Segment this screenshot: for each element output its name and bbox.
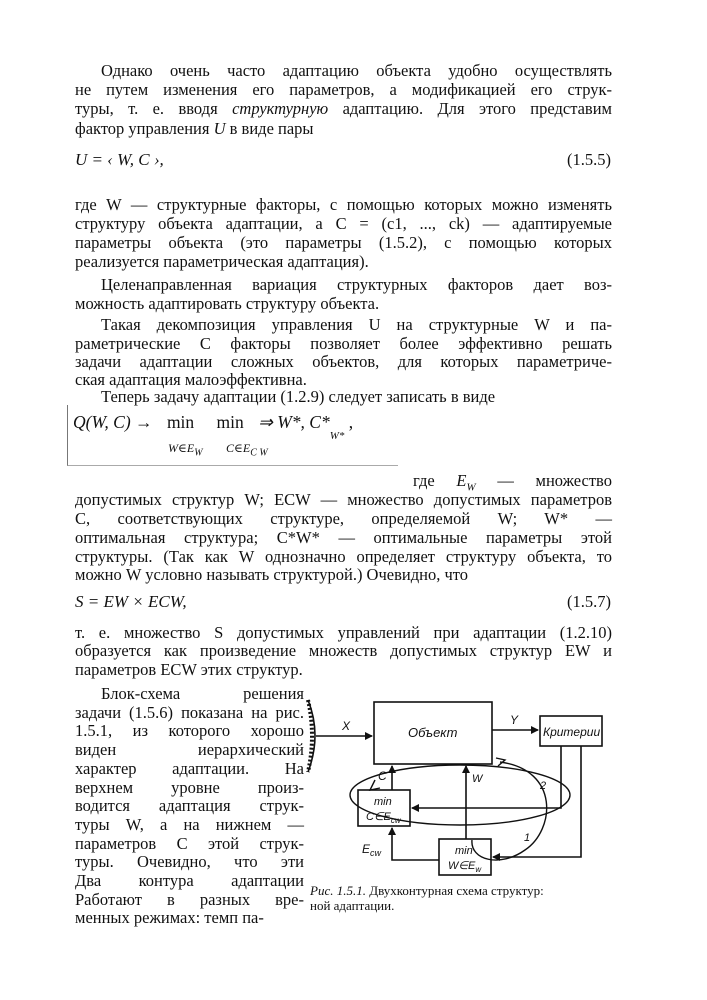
para6-line3: C, соответствующих структуре, определяемой W; W* — xyxy=(75,509,612,528)
equation-1-5-5: U = ‹ W, C ›, xyxy=(75,150,164,169)
para6-line1-a: где xyxy=(413,471,435,490)
formula-tail: , xyxy=(348,412,354,432)
criterion-label: Критерии xyxy=(543,725,601,739)
ecw-label-sub: cw xyxy=(370,848,382,858)
formula-sub2-index: C W xyxy=(250,447,268,459)
min-w-bottom xyxy=(448,860,482,874)
para6-line1-dash: — xyxy=(497,471,514,490)
formula-sub1 xyxy=(168,441,203,458)
formula-rhs: ⇒ W*, C* xyxy=(258,412,330,432)
adaptation-block-diagram xyxy=(300,690,610,880)
para6-line2: допустимых структур W; ECW — множество допустимых параметров xyxy=(75,490,612,509)
object-label: Объект xyxy=(408,725,458,740)
para7-line1: т. е. множество S допустимых управлений при адаптации (1.2.10) xyxy=(75,623,612,642)
para3-line2: можность адаптировать структуру объекта. xyxy=(75,294,380,313)
x-label: X xyxy=(342,719,351,733)
para6-line1-ew-sub: W xyxy=(466,481,476,494)
para2-line4: реализуется параметрическая адаптация). xyxy=(75,252,369,271)
narrow-line: параметров C этой струк- xyxy=(75,833,304,853)
ecw-label-main: E xyxy=(362,842,371,856)
para1-line4-b: в виде пары xyxy=(225,119,314,138)
y-label: Y xyxy=(510,713,519,727)
equation-number-1-5-7: (1.5.7) xyxy=(567,592,611,611)
narrow-line: характер адаптации. На xyxy=(75,758,304,778)
para2-line3: параметры объекта (это параметры (1.5.2), с помощью которых xyxy=(75,233,612,252)
para6-line6: можно W условно называть структурой.) Очевидно, что xyxy=(75,565,468,584)
caption-text2: ной адаптации. xyxy=(310,898,395,913)
para3-line1: Целенаправленная вариация структурных факторов дает воз- xyxy=(101,275,612,294)
caption-label: Рис. 1.5.1. xyxy=(310,883,366,898)
para1-line4-em: U xyxy=(213,119,226,138)
para4-line1: Такая декомпозиция управления U на структурные W и па- xyxy=(101,315,612,334)
para4-line2: раметрические C факторы позволяет более эффективно решать xyxy=(75,334,612,353)
formula-min2: min xyxy=(216,412,244,432)
narrow-line: Работают в разных вре- xyxy=(75,889,304,909)
narrow-line: 1.5.1, из которого хорошо xyxy=(75,721,304,741)
c-label: C xyxy=(378,769,387,783)
formula-min1: min xyxy=(166,412,195,432)
para1-line3 xyxy=(75,100,612,118)
para4-line4: ская адаптация малоэффективна. xyxy=(75,370,307,389)
min-w-bottom-main: W∈E xyxy=(448,860,476,872)
narrow-line: задачи (1.5.6) показана на рис. xyxy=(75,702,304,722)
para1-line1: Однако очень часто адаптацию объекта удобно осуществлять xyxy=(101,61,612,80)
min-c-bottom-sub: cw xyxy=(390,816,401,825)
narrow-line: туры W, а на нижнем — xyxy=(75,814,304,834)
w-label: W xyxy=(472,773,483,785)
para1-line4 xyxy=(75,120,612,138)
formula-sub1-index: W xyxy=(194,447,203,459)
para5-line1: Теперь задачу адаптации (1.2.9) следует записать в виде xyxy=(101,387,496,406)
narrow-line: водится адаптация струк- xyxy=(75,796,304,816)
para1-line3-a: туры, т. е. вводя xyxy=(75,99,233,118)
narrow-line: виден иерархический xyxy=(75,740,304,760)
narrow-column-text xyxy=(75,685,304,928)
min-c-bottom-main: C∈E xyxy=(366,811,391,823)
formula-rhs-sub: W* xyxy=(329,429,345,442)
para7-line3: параметров ECW этих структур. xyxy=(75,660,303,679)
narrow-line: верхнем уровне произ- xyxy=(75,777,304,797)
para6-line1-ew-main: E xyxy=(456,471,467,490)
loop-1-label: 1 xyxy=(524,832,531,844)
caption-text1: Двухконтурная схема структур: xyxy=(365,883,544,898)
para6-line5: структуры. (Так как W однозначно определяет структуру объекта, то xyxy=(75,547,612,566)
loop-1-contour xyxy=(472,762,547,860)
narrow-line: туры. Очевидно, что эти xyxy=(75,852,304,872)
para7-line2: образуется как произведение множеств допустимых структур EW и xyxy=(75,641,612,660)
min-c-bottom xyxy=(366,811,402,825)
min-w-top: min xyxy=(455,845,473,857)
formula-1-5-6 xyxy=(73,412,354,442)
para2-line2: структуру объекта адаптации, а C = (c1, ..., ck) — адаптируемые xyxy=(75,214,612,233)
para2-line1: где W — структурные факторы, с помощью которых можно изменять xyxy=(75,195,612,214)
formula-sub1-main: W∈E xyxy=(168,441,195,455)
formula-sub2 xyxy=(226,441,268,458)
ecw-label xyxy=(362,842,382,858)
formula-lhs: Q(W, C) → xyxy=(73,412,153,432)
min-w-bottom-sub: w xyxy=(475,865,482,874)
figure-caption xyxy=(310,883,610,913)
para4-line3: задачи адаптации сложных объектов, для которых параметриче- xyxy=(75,352,612,371)
equation-number-1-5-5: (1.5.5) xyxy=(567,150,611,169)
narrow-line: Блок-схема решения xyxy=(101,684,304,703)
para6-line1-d: множество xyxy=(535,471,612,490)
loop-2-label: 2 xyxy=(540,780,547,792)
narrow-line: Два контура адаптации xyxy=(75,871,304,891)
para1-line3-b: адаптацию. Для этого представим xyxy=(328,99,612,118)
narrow-line: менных режимах: темп па- xyxy=(75,908,264,928)
para1-line4-a: фактор управления xyxy=(75,119,214,138)
formula-sub2-main: C∈E xyxy=(226,441,251,455)
para6-line4: оптимальная структура; C*W* — оптимальные параметры этой xyxy=(75,528,612,547)
equation-1-5-7: S = EW × ECW, xyxy=(75,592,187,611)
para1-line2: не путем изменения его параметров, а модификацией его струк- xyxy=(75,80,612,99)
min-c-top: min xyxy=(374,796,392,808)
para1-line3-em: структурную xyxy=(232,99,329,118)
